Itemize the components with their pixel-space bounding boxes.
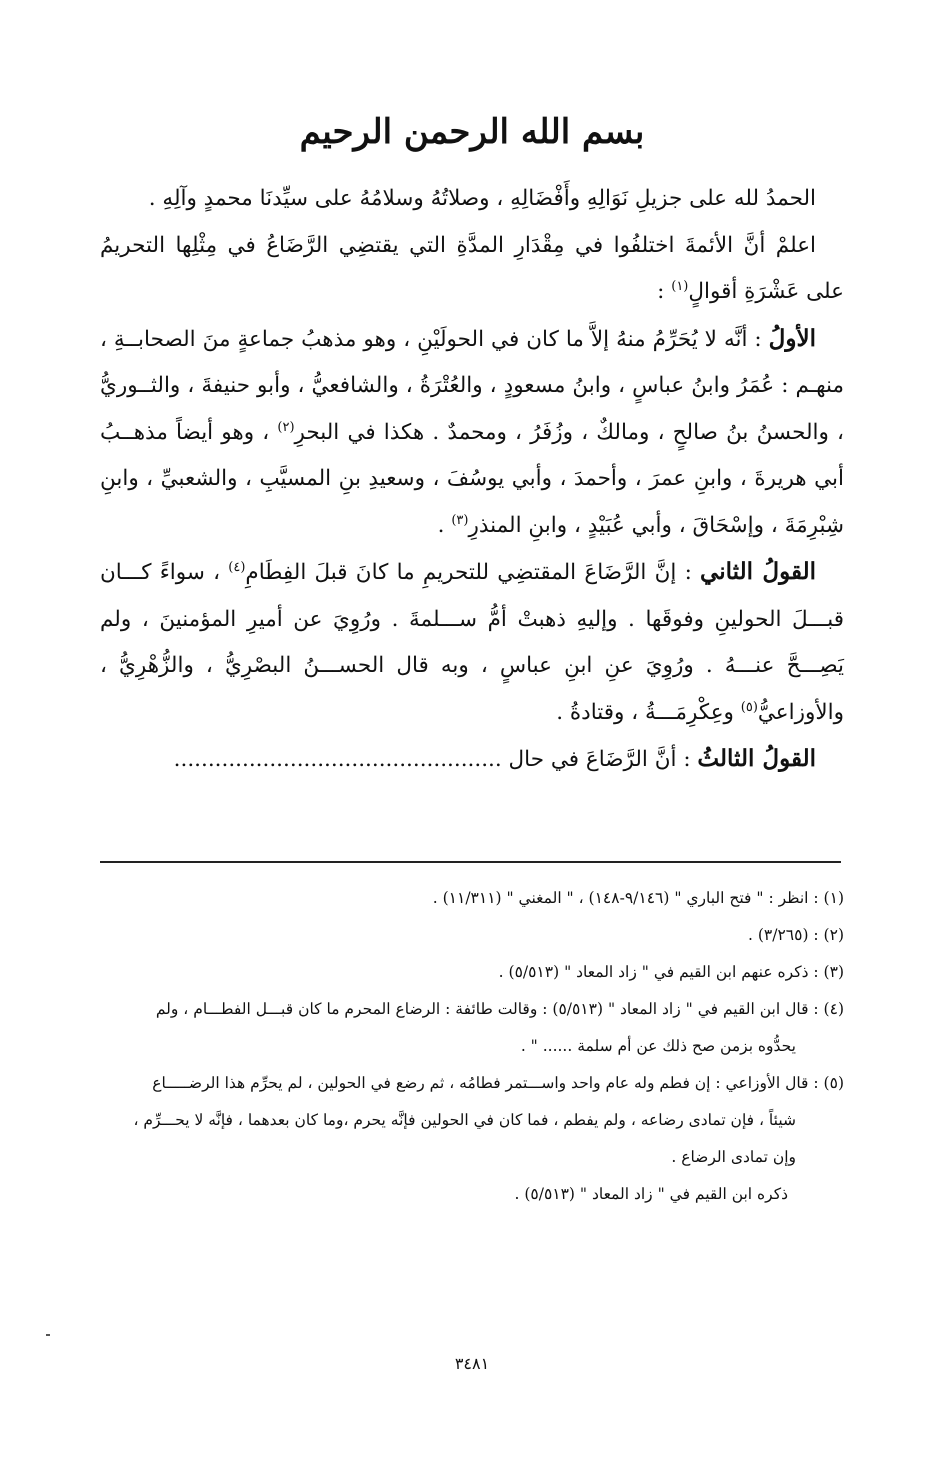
footnotes (100, 880, 844, 1213)
footnote-ref-1[interactable]: (١) (671, 278, 689, 294)
footnote-5-continued-2: وإن تمادى الرضاع . (671, 1148, 796, 1166)
first-opinion-paragraph (100, 316, 844, 550)
footnote-3: (٣) : ذكره عنهم ابن القيم في " زاد المعاد " (٥/٥١٣) . (498, 963, 844, 981)
third-opinion-heading: القولُ الثالثُ (697, 745, 816, 772)
third-opinion-text: : أنَّ الرَّضَاعَ في حال (501, 747, 698, 772)
footnote-5-source: ذكره ابن القيم في " زاد المعاد " (٥/٥١٣) . (514, 1185, 788, 1203)
first-opinion-end: . (437, 512, 452, 538)
footnote-divider (100, 861, 841, 863)
third-opinion-paragraph (100, 736, 844, 784)
footnote-ref-5[interactable]: (٥) (740, 699, 758, 715)
footnote-1: (١) : انظر : " فتح الباري " (٩/١٤٦-١٤٨) ، " المغني " (١١/٣١١) . (432, 889, 844, 907)
footnote-ref-2[interactable]: (٢) (277, 419, 295, 435)
second-opinion-text-2: ، سواءً كـــان قبـــلَ الحولينِ وفوقَها . وإليهِ ذهبتْ أمُّ ســـلمةَ . ورُوِيَ عن أميرِ المؤمنينَ ، ولم يَصِـــحَّ عنـــهُ . ورُوِيَ عنِ ابنِ عباسٍ ، وبه قال الحســـنُ البصْرِيُّ ، والزُّهْرِيُّ ، والأوزاعيُّ (100, 560, 844, 725)
second-opinion-heading: القولُ الثاني (700, 558, 816, 585)
second-opinion-text: : إنَّ الرَّضَاعَ المقتضِي للتحريمِ ما كانَ قبلَ الفِطَامِ (245, 560, 701, 585)
page-number: ٣٤٨١ (454, 1354, 490, 1373)
page-title: بسم الله الرحمن الرحيم (299, 112, 645, 152)
opening-end: : (657, 279, 672, 304)
first-opinion-heading: الأولُ (768, 324, 816, 352)
intro-text: الحمدُ لله على جزيلِ نَوَالِهِ وأَفْضَالِهِ ، وصلاتُهُ وسلامُهُ على سيِّدنَا محمدٍ وآلِهِ . (148, 186, 816, 211)
opening-paragraph (100, 223, 844, 316)
footnote-ref-4[interactable]: (٤) (228, 559, 246, 575)
ellipsis-dots: ................................................ (173, 747, 502, 772)
footnote-ref-3[interactable]: (٣) (451, 512, 469, 528)
main-text (100, 176, 844, 784)
footnote-4: (٤) : قال ابن القيم في " زاد المعاد " (٥/٥١٣) : وقالت طائفة : الرضاع المحرم ما كان قبـــل الفطـــام ، ولم (155, 1000, 844, 1018)
intro-paragraph (100, 176, 844, 223)
footnote-5-continued-1: شيئاً ، فإن تمادى رضاعه ، ولم يفطم ، فما كان في الحولين فإنَّه يحرم ،وما كان بعدهما ، فإنَّه لا يحـــرِّم ، (133, 1111, 796, 1129)
footnote-4-continued: يحدُّوه بزمن صح ذلك عن أم سلمة ...... " . (520, 1037, 796, 1055)
first-opinion-text: : أنَّه لا يُحَرِّمُ منهُ إلاَّ ما كان في الحولَيْنِ ، وهو مذهبُ جماعةٍ منَ الصحابــةِ ، منهـم : عُمَرُ وابنُ عباسٍ ، وابنُ مسعودٍ ، والعُتْرَةُ ، والشافعيُّ ، وأبو حنيفةَ ، والثــوريُّ ، والحسنُ بنُ صالحٍ ، ومالكٌ ، وزُفَرُ ، ومحمدٌ . هكذا في البحرِ (100, 326, 844, 445)
footnote-2: (٢) : (٣/٢٦٥) . (748, 926, 844, 944)
second-opinion-end: وعِكْرِمَـــةُ ، وقتادةُ . (556, 699, 741, 725)
scan-speck (46, 1334, 50, 1336)
second-opinion-paragraph (100, 549, 844, 736)
first-opinion-text-2: ، وهو أيضاً مذهــبُ أبي هريرةَ ، وابنِ عمرَ ، وأحمدَ ، وأبي يوسُفَ ، وسعيدِ بنِ المسيَّبِ ، والشعبيِّ ، وابنِ شِبْرِمَةَ ، وإسْحَاقَ ، وأبي عُبَيْدٍ ، وابنِ المنذرِ (100, 419, 844, 538)
footnote-5: (٥) : قال الأوزاعي : إن فطم وله عام واحد واســـتمر فطامُه ، ثم رضع في الحولين ، لم يحرِّم هذا الرضـــــاع (152, 1074, 844, 1092)
opening-text: اعلمْ أنَّ الأئمةَ اختلفُوا في مِقْدَارِ المدَّةِ التي يقتضِي الرَّضَاعُ في مِثْلِها التحريمُ على عَشْرَةِ أقوالٍ (100, 232, 844, 304)
